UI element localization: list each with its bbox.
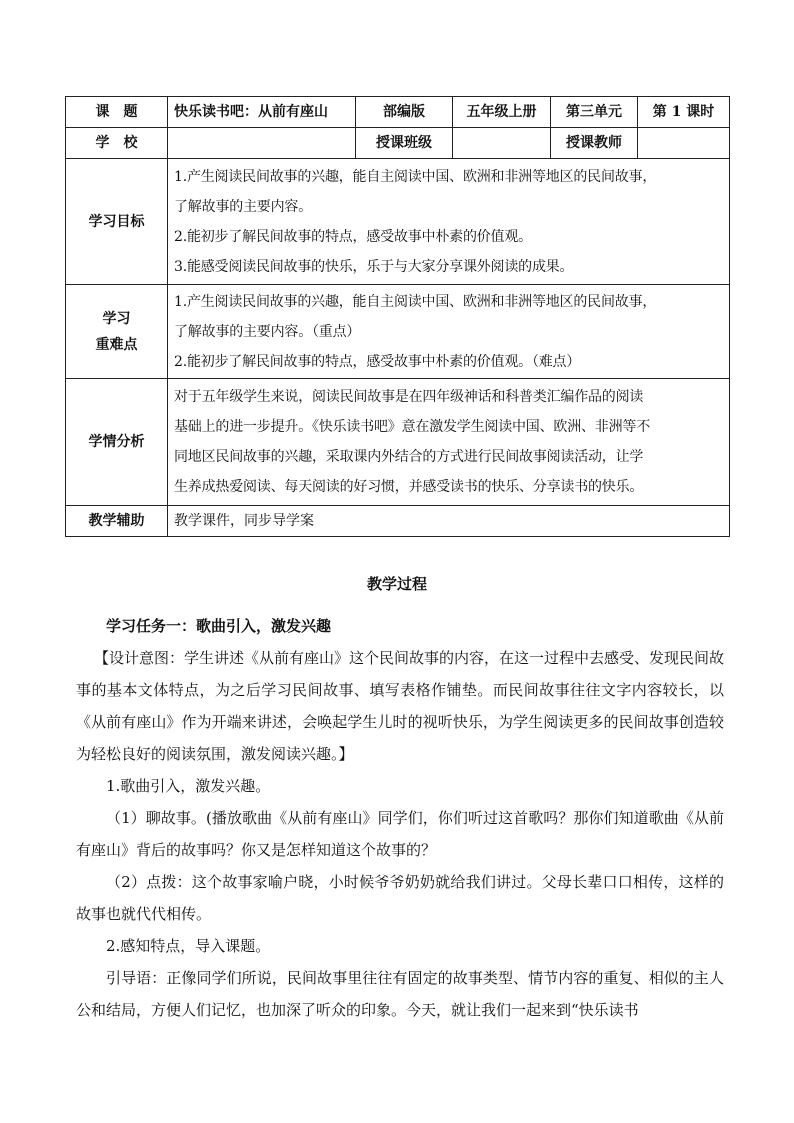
table-row xyxy=(66,506,730,537)
lesson-title: 快乐读书吧：从前有座山 xyxy=(168,97,356,128)
analysis-line: 生养成热爱阅读、每天阅读的好习惯，并感受读书的快乐、分享读书的快乐。 xyxy=(174,479,644,495)
analysis-line: 对于五年级学生来说，阅读民间故事是在四年级神话和科普类汇编作品的阅读 xyxy=(174,389,644,405)
school-label: 学 校 xyxy=(66,128,168,159)
analysis-line: 基础上的进一步提升。《快乐读书吧》意在激发学生阅读中国、欧洲、非洲等不 xyxy=(174,419,650,435)
design-intent: 【设计意图：学生讲述《从前有座山》这个民间故事的内容，在这一过程中去感受、发现民间故事的基本文体特点，为之后学习民间故事、填写表格作铺垫。而民间故事往往文字内容较长，以《从前有座山》作为开端来讲述，会唤起学生儿时的视听快乐，为学生阅读更多的民间故事创造较为轻松良好的阅读氛围，激发阅读兴趣。】 xyxy=(76,649,725,763)
key-points-label-line2: 重难点 xyxy=(95,336,138,353)
guide-text: 引导语：正像同学们所说，民间故事里往往有固定的故事类型、情节内容的重复、相似的主人公和结局，方便人们记忆，也加深了听众的印象。今天，就让我们一起来到“快乐读书 xyxy=(76,969,724,1019)
key-points-label xyxy=(66,285,168,379)
goals-line: 3.能感受阅读民间故事的快乐，乐于与大家分享课外阅读的成果。 xyxy=(174,258,574,275)
teacher-label: 授课教师 xyxy=(551,128,638,159)
analysis-content xyxy=(168,379,730,506)
aids-label: 教学辅助 xyxy=(66,506,168,537)
key-points-line: 了解故事的主要内容。（重点） xyxy=(174,323,361,340)
school-value xyxy=(168,128,356,159)
step-1-1: （1）聊故事。(播放歌曲《从前有座山》同学们，你们听过这首歌吗？那你们知道歌曲《从前有座山》背后的故事吗？你又是怎样知道这个故事的？ xyxy=(76,809,724,859)
unit: 第三单元 xyxy=(551,97,638,128)
table-row xyxy=(66,97,730,128)
class-label: 授课班级 xyxy=(356,128,453,159)
key-points-label-line1: 学习 xyxy=(102,310,131,327)
goals-line: 2.能初步了解民间故事的特点，感受故事中朴素的价值观。 xyxy=(174,228,532,245)
topic-label: 课 题 xyxy=(66,97,168,128)
task-heading: 学习任务一：歌曲引入，激发兴趣 xyxy=(106,617,332,635)
step-2: 2.感知特点，导入课题。 xyxy=(106,937,271,955)
table-row xyxy=(66,285,730,379)
table-row xyxy=(66,379,730,506)
process-body xyxy=(76,610,724,1026)
goals-label: 学习目标 xyxy=(66,159,168,285)
process-title: 教学过程 xyxy=(366,575,427,593)
analysis-line: 同地区民间故事的兴趣，采取课内外结合的方式进行民间故事阅读活动，让学 xyxy=(174,449,644,465)
key-points-content xyxy=(168,285,730,379)
goals-line: 1.产生阅读民间故事的兴趣，能自主阅读中国、欧洲和非洲等地区的民间故事， xyxy=(174,168,657,185)
class-value xyxy=(453,128,551,159)
step-1-2: （2）点拨：这个故事家喻户晓，小时候爷爷奶奶就给我们讲过。父母长辈口口相传，这样的故事也就代代相传。 xyxy=(76,873,724,923)
aids-value: 教学课件，同步导学案 xyxy=(168,506,730,537)
key-points-line: 1.产生阅读民间故事的兴趣，能自主阅读中国、欧洲和非洲等地区的民间故事， xyxy=(174,293,657,310)
goals-line: 了解故事的主要内容。 xyxy=(174,198,312,215)
goals-content xyxy=(168,159,730,285)
grade: 五年级上册 xyxy=(453,97,551,128)
edition: 部编版 xyxy=(356,97,453,128)
step-1: 1.歌曲引入，激发兴趣。 xyxy=(106,777,271,795)
table-row xyxy=(66,128,730,159)
table-row xyxy=(66,159,730,285)
analysis-label: 学情分析 xyxy=(66,379,168,506)
teacher-value xyxy=(638,128,730,159)
key-points-line: 2.能初步了解民间故事的特点，感受故事中朴素的价值观。（难点） xyxy=(174,353,581,370)
lesson-number: 第 1 课时 xyxy=(638,97,730,128)
lesson-info-table xyxy=(65,96,730,537)
